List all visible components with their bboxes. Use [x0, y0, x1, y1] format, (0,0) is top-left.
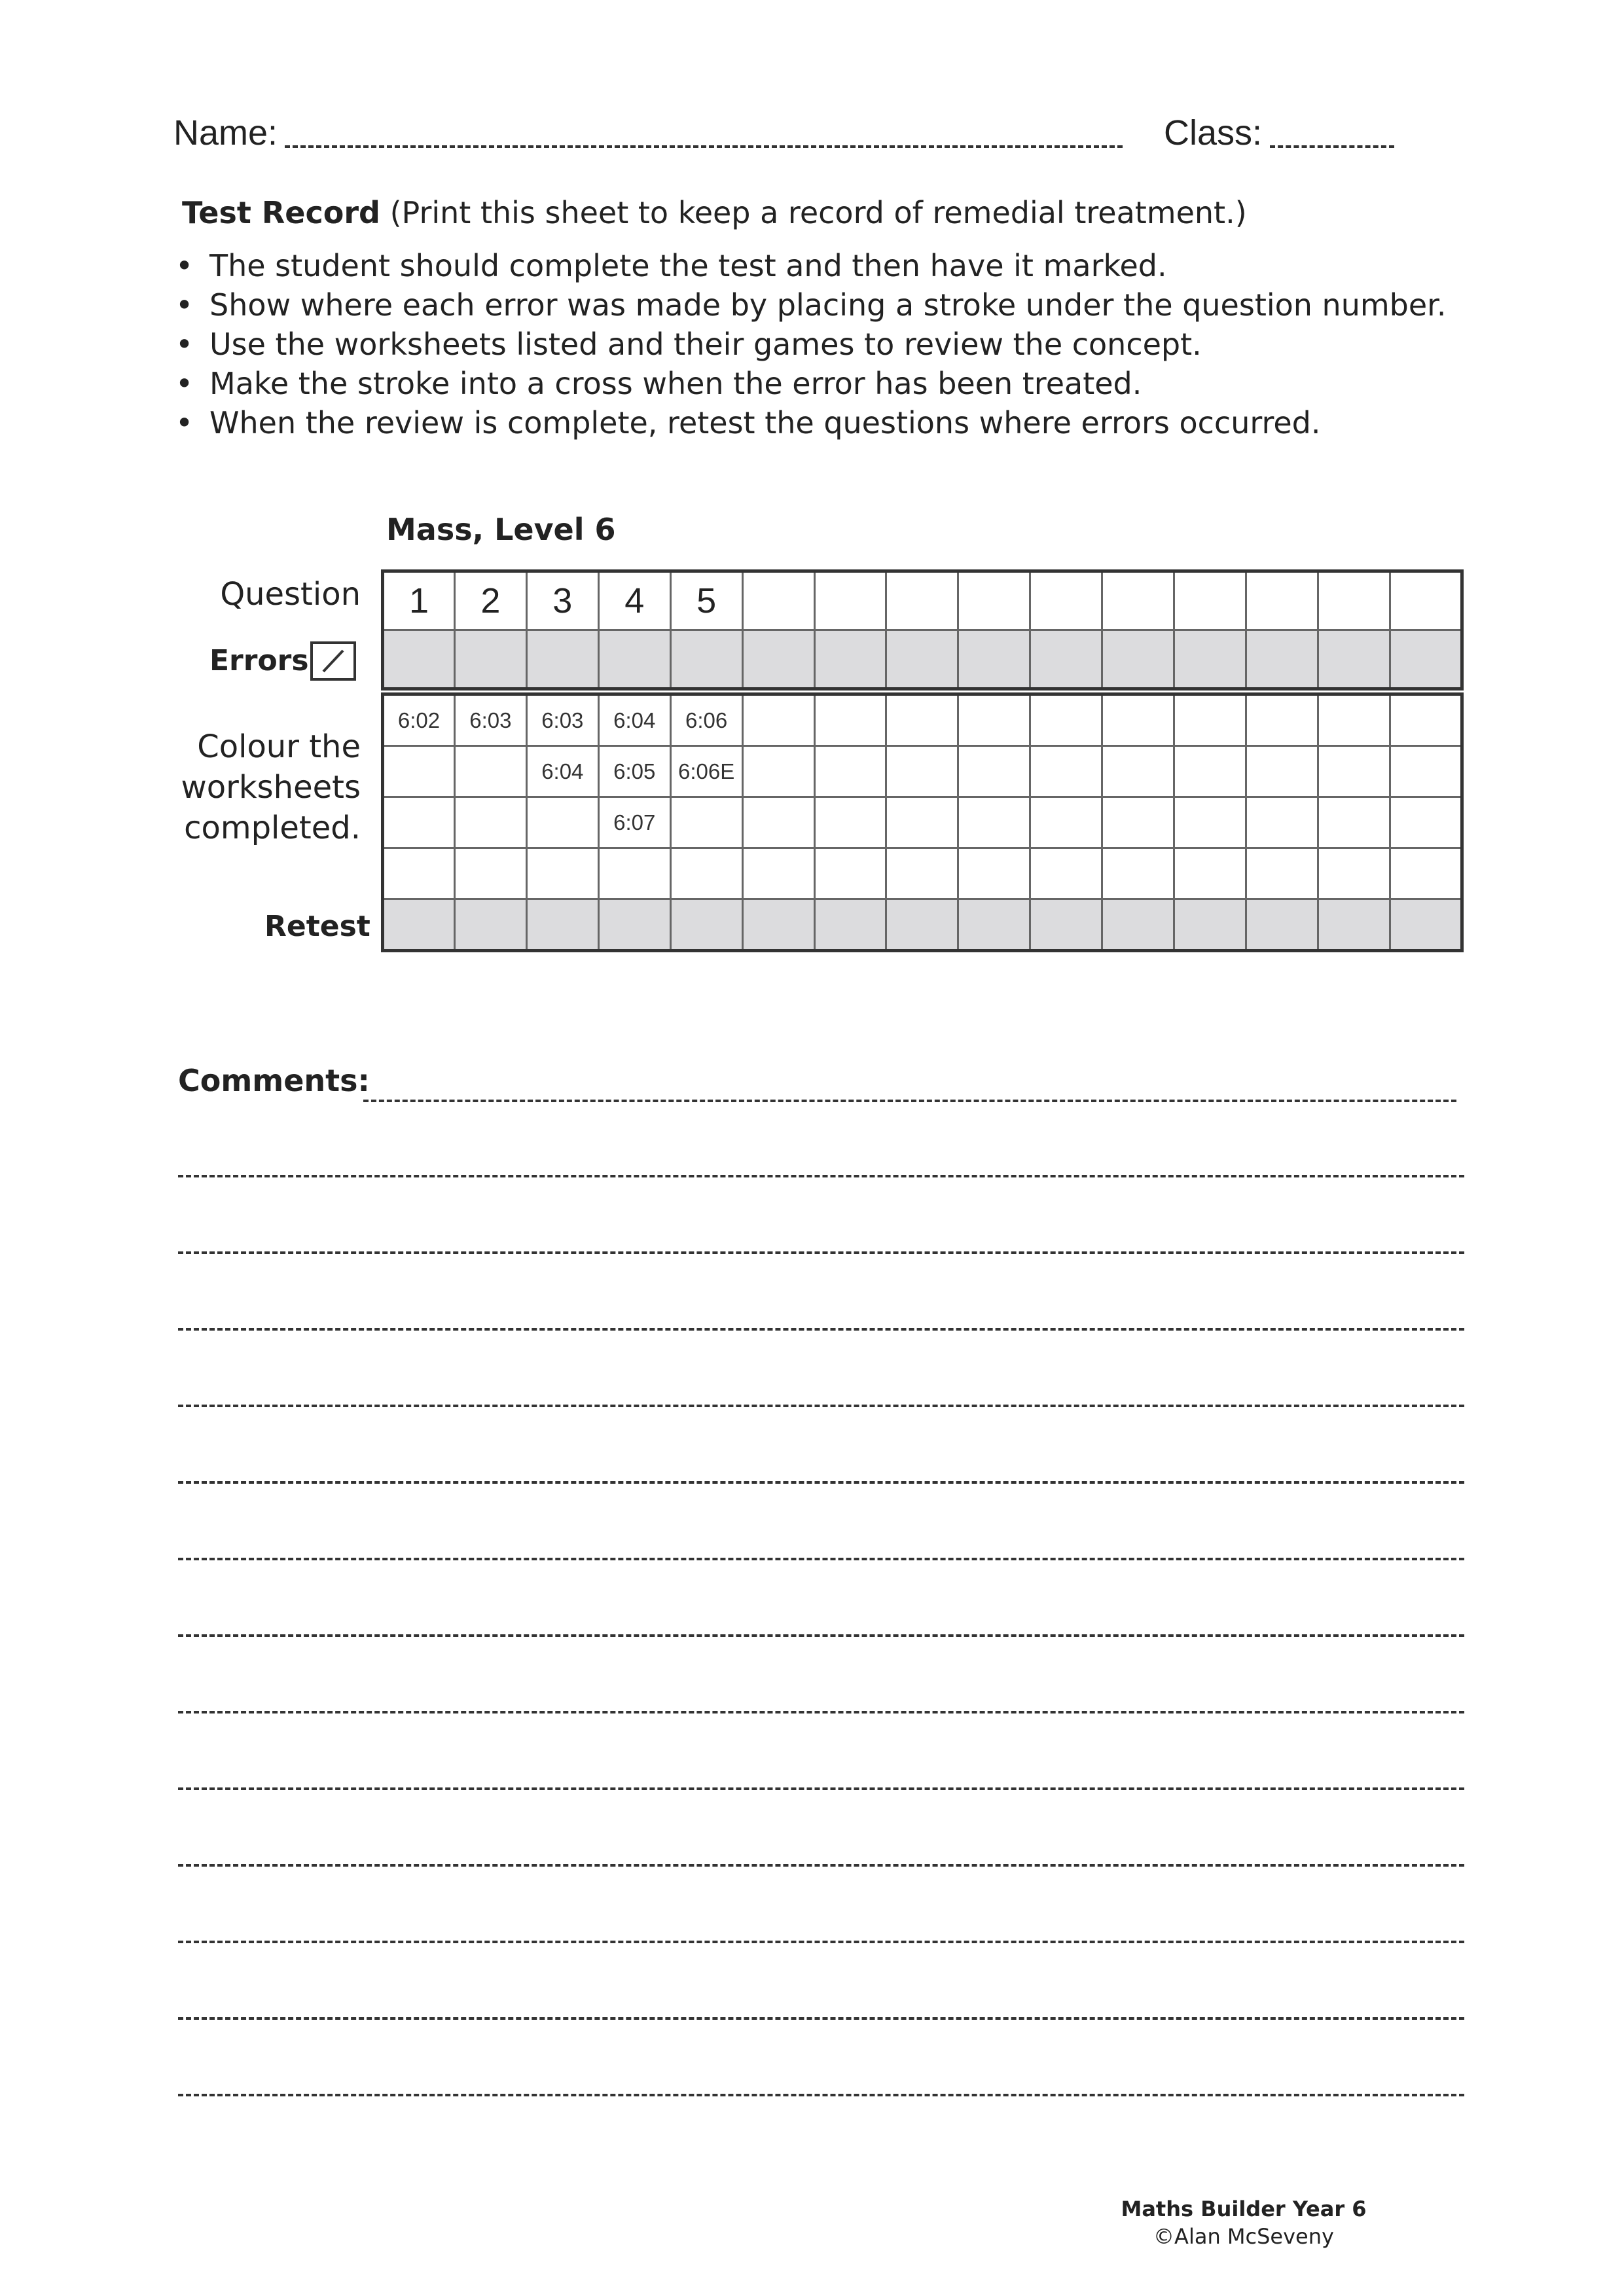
class-label: Class: [1164, 113, 1263, 152]
worksheet-cell[interactable] [1318, 797, 1390, 848]
comment-line[interactable] [178, 1328, 1464, 1331]
question-cell: 2 [454, 571, 526, 630]
worksheet-cell[interactable] [670, 848, 742, 899]
question-errors-table [381, 569, 1464, 691]
worksheet-cell[interactable] [1390, 797, 1462, 848]
worksheet-cell[interactable] [958, 694, 1030, 746]
worksheet-cell[interactable] [958, 848, 1030, 899]
question-cell: 4 [598, 571, 670, 630]
instruction-item: • When the review is complete, retest the questions where errors occurred. [175, 403, 1446, 442]
worksheet-cell[interactable] [742, 694, 814, 746]
errors-cell[interactable] [1246, 630, 1318, 689]
worksheet-cell[interactable] [742, 746, 814, 797]
footer-book: Maths Builder Year 6 [1121, 2197, 1367, 2221]
worksheet-cell[interactable] [454, 797, 526, 848]
worksheet-row [383, 797, 1462, 848]
worksheet-cell[interactable]: 6:05 [598, 746, 670, 797]
worksheet-cell[interactable] [1246, 746, 1318, 797]
worksheet-cell[interactable] [1318, 746, 1390, 797]
comments-line[interactable] [363, 1100, 1456, 1102]
worksheet-cell[interactable] [1030, 797, 1102, 848]
errors-cell[interactable] [1102, 630, 1174, 689]
retest-cell[interactable] [1246, 899, 1318, 951]
errors-cell[interactable] [670, 630, 742, 689]
comment-line[interactable] [178, 1405, 1464, 1407]
instructions-list [175, 246, 1446, 442]
worksheet-cell[interactable] [383, 797, 455, 848]
errors-cell[interactable] [1390, 630, 1462, 689]
errors-cell[interactable] [1174, 630, 1246, 689]
worksheet-cell[interactable] [1246, 797, 1318, 848]
errors-cell[interactable] [1030, 630, 1102, 689]
question-cell [1102, 571, 1174, 630]
errors-cell[interactable] [1318, 630, 1390, 689]
comment-line[interactable] [178, 1864, 1464, 1867]
retest-cell[interactable] [454, 899, 526, 951]
retest-cell[interactable] [814, 899, 886, 951]
test-record-title-note: (Print this sheet to keep a record of remedial treatment.) [380, 195, 1247, 230]
worksheet-cell[interactable] [1174, 694, 1246, 746]
comment-line[interactable] [178, 1558, 1464, 1560]
comment-line[interactable] [178, 1481, 1464, 1484]
name-field[interactable] [285, 145, 1123, 148]
worksheet-cell[interactable] [1030, 848, 1102, 899]
question-row [383, 571, 1462, 630]
worksheet-row [383, 694, 1462, 746]
worksheet-cell[interactable] [958, 746, 1030, 797]
worksheet-cell[interactable] [1318, 694, 1390, 746]
errors-cell[interactable] [814, 630, 886, 689]
comments-label: Comments: [178, 1063, 370, 1098]
worksheets-label-line: Colour the [197, 728, 361, 765]
retest-cell[interactable] [886, 899, 958, 951]
question-cell: 3 [526, 571, 598, 630]
test-record-title-bold: Test Record [182, 195, 380, 230]
worksheet-cell[interactable] [383, 746, 455, 797]
worksheet-cell[interactable] [1030, 746, 1102, 797]
question-cell [1030, 571, 1102, 630]
retest-cell[interactable] [1102, 899, 1174, 951]
worksheet-cell[interactable] [1102, 746, 1174, 797]
stroke-icon [313, 644, 353, 678]
worksheet-cell[interactable] [886, 746, 958, 797]
instruction-item: • Show where each error was made by placing a stroke under the question number. [175, 285, 1446, 325]
worksheet-cell[interactable] [1102, 797, 1174, 848]
question-cell [1390, 571, 1462, 630]
retest-cell[interactable] [670, 899, 742, 951]
worksheet-cell[interactable] [1102, 848, 1174, 899]
worksheet-cell[interactable] [454, 848, 526, 899]
retest-cell[interactable] [742, 899, 814, 951]
instruction-item: • The student should complete the test and then have it marked. [175, 246, 1446, 285]
worksheet-cell[interactable] [814, 694, 886, 746]
retest-cell[interactable] [1318, 899, 1390, 951]
worksheets-table [381, 692, 1464, 952]
worksheet-cell[interactable]: 6:03 [454, 694, 526, 746]
retest-cell[interactable] [1030, 899, 1102, 951]
worksheet-cell[interactable] [886, 694, 958, 746]
errors-cell[interactable] [742, 630, 814, 689]
worksheet-cell[interactable] [1174, 848, 1246, 899]
retest-label: Retest [264, 910, 370, 943]
instruction-item: • Use the worksheets listed and their games to review the concept. [175, 325, 1446, 364]
question-label: Question [220, 576, 361, 613]
errors-cell[interactable] [526, 630, 598, 689]
worksheet-cell[interactable] [814, 848, 886, 899]
worksheet-cell[interactable] [1174, 797, 1246, 848]
errors-label: Errors [209, 644, 309, 677]
comment-line[interactable] [178, 1711, 1464, 1713]
instruction-item: • Make the stroke into a cross when the error has been treated. [175, 364, 1446, 403]
worksheet-cell[interactable]: 6:04 [598, 694, 670, 746]
worksheet-cell[interactable] [886, 797, 958, 848]
comment-line[interactable] [178, 2094, 1464, 2096]
retest-row [383, 899, 1462, 951]
worksheet-cell[interactable] [526, 797, 598, 848]
worksheet-cell[interactable]: 6:04 [526, 746, 598, 797]
worksheets-label-line: completed. [184, 810, 361, 846]
name-label: Name: [173, 113, 278, 152]
worksheet-cell[interactable] [526, 848, 598, 899]
question-cell [1174, 571, 1246, 630]
worksheet-cell[interactable] [814, 797, 886, 848]
worksheet-cell[interactable]: 6:06E [670, 746, 742, 797]
worksheet-row [383, 848, 1462, 899]
comment-line[interactable] [178, 1941, 1464, 1943]
question-cell [886, 571, 958, 630]
retest-cell[interactable] [1174, 899, 1246, 951]
worksheet-cell[interactable] [958, 797, 1030, 848]
worksheet-cell[interactable] [454, 746, 526, 797]
worksheets-label-line: worksheets [181, 769, 361, 806]
retest-cell[interactable] [383, 899, 455, 951]
question-cell: 1 [383, 571, 455, 630]
worksheet-cell[interactable]: 6:02 [383, 694, 455, 746]
errors-row [383, 630, 1462, 689]
errors-cell[interactable] [383, 630, 455, 689]
test-record-title [182, 195, 1247, 230]
worksheet-cell[interactable] [742, 848, 814, 899]
worksheet-row [383, 746, 1462, 797]
worksheet-cell[interactable] [670, 797, 742, 848]
retest-cell[interactable] [1390, 899, 1462, 951]
worksheet-cell[interactable]: 6:03 [526, 694, 598, 746]
worksheet-cell[interactable] [1102, 694, 1174, 746]
question-cell [742, 571, 814, 630]
errors-cell[interactable] [886, 630, 958, 689]
worksheet-cell[interactable]: 6:06 [670, 694, 742, 746]
worksheet-cell[interactable] [1246, 848, 1318, 899]
worksheet-cell[interactable] [814, 746, 886, 797]
comment-line[interactable] [178, 1175, 1464, 1177]
comment-line[interactable] [178, 1634, 1464, 1637]
worksheet-cell[interactable] [1390, 848, 1462, 899]
question-cell: 5 [670, 571, 742, 630]
worksheet-cell[interactable] [1246, 694, 1318, 746]
comment-line[interactable] [178, 1251, 1464, 1254]
worksheet-cell[interactable] [1174, 746, 1246, 797]
worksheets-label [181, 726, 361, 848]
footer-copyright: ©Alan McSeveny [1153, 2224, 1334, 2249]
question-cell [1246, 571, 1318, 630]
question-cell [958, 571, 1030, 630]
errors-cell[interactable] [454, 630, 526, 689]
class-field[interactable] [1270, 145, 1394, 148]
worksheet-cell[interactable] [598, 848, 670, 899]
retest-cell[interactable] [958, 899, 1030, 951]
worksheet-cell[interactable] [1318, 848, 1390, 899]
worksheet-cell[interactable] [383, 848, 455, 899]
question-cell [814, 571, 886, 630]
errors-cell[interactable] [958, 630, 1030, 689]
errors-cell[interactable] [598, 630, 670, 689]
retest-cell[interactable] [526, 899, 598, 951]
worksheet-cell[interactable] [1390, 746, 1462, 797]
stroke-key-box [310, 641, 356, 681]
worksheet-cell[interactable] [886, 848, 958, 899]
record-heading: Mass, Level 6 [386, 512, 616, 547]
worksheet-cell[interactable] [1390, 694, 1462, 746]
comment-line[interactable] [178, 2017, 1464, 2020]
worksheet-cell[interactable] [1030, 694, 1102, 746]
worksheet-cell[interactable] [742, 797, 814, 848]
question-cell [1318, 571, 1390, 630]
retest-cell[interactable] [598, 899, 670, 951]
worksheet-cell[interactable]: 6:07 [598, 797, 670, 848]
comment-line[interactable] [178, 1787, 1464, 1790]
